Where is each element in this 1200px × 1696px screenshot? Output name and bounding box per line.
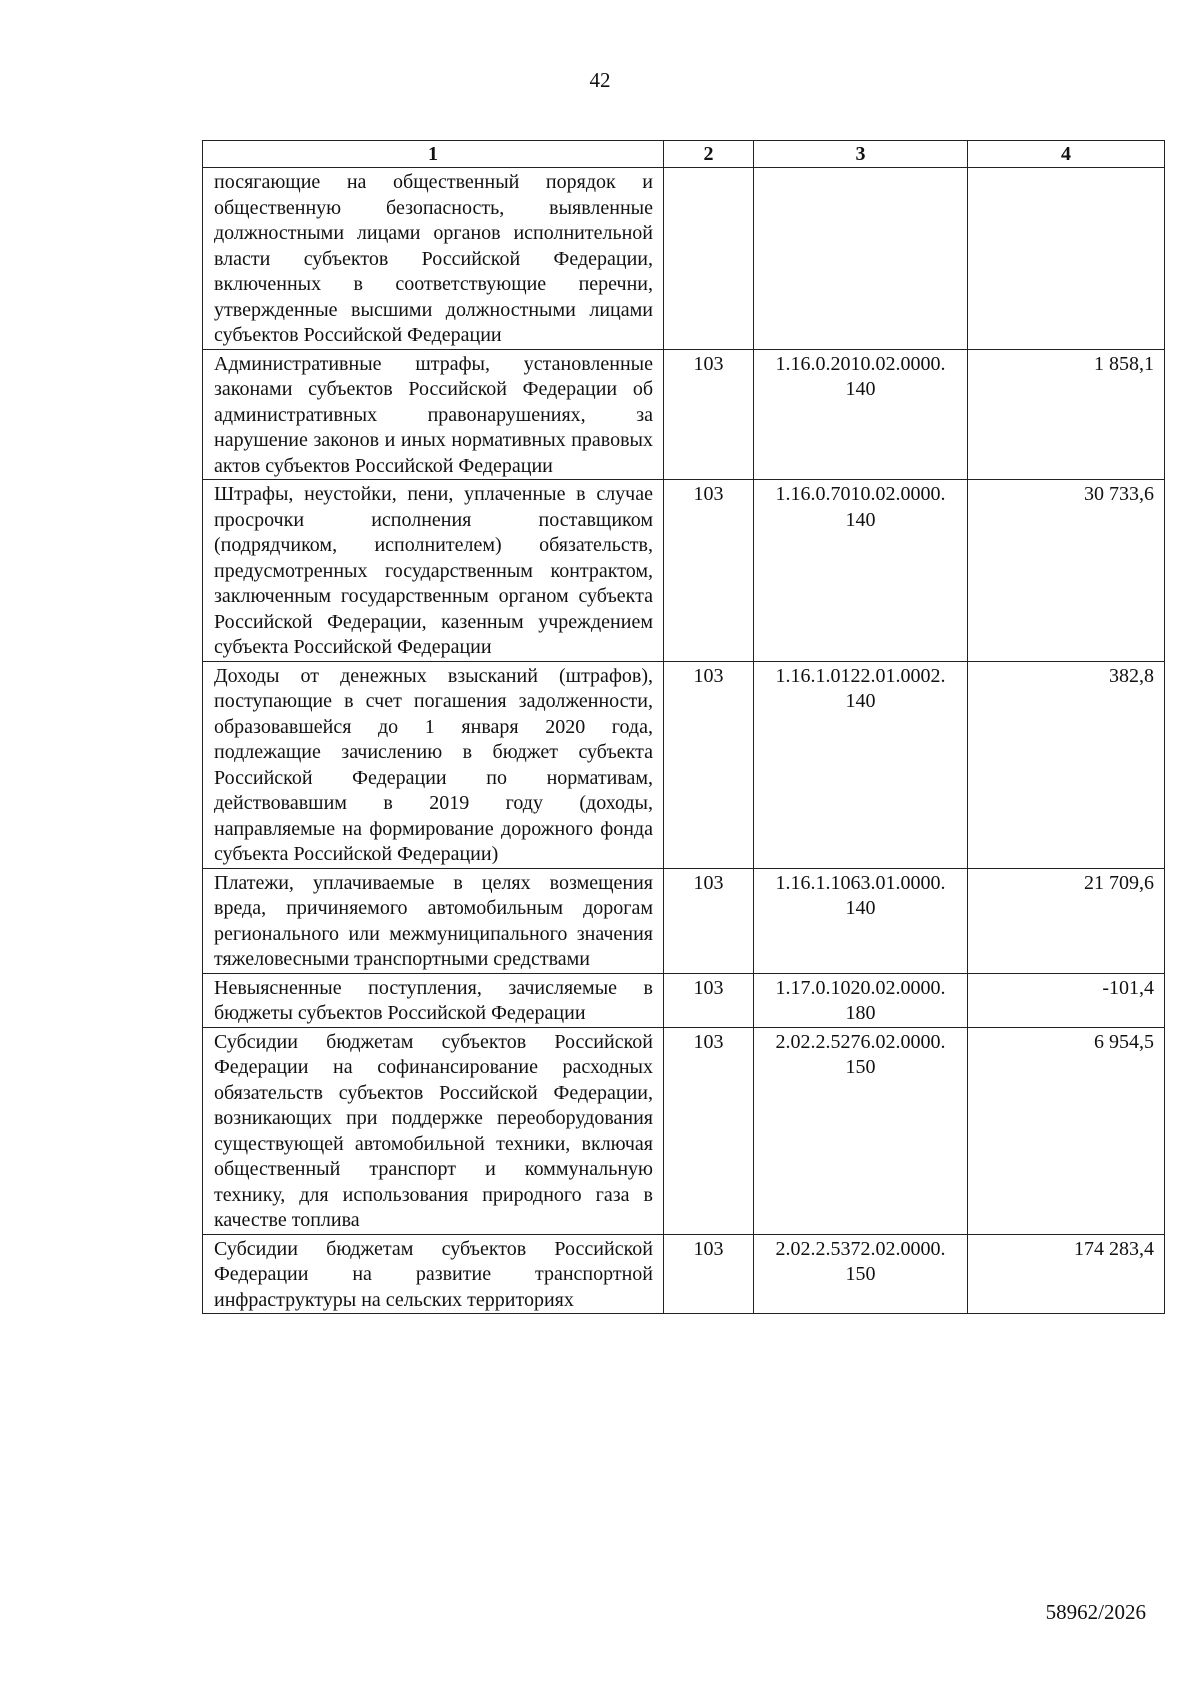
row-amount: 30 733,6 [968,480,1165,662]
table-row [203,168,1165,350]
document-number: 58962/2026 [1045,1600,1146,1624]
row-description: Доходы от денежных взысканий (штрафов), поступающие в счет погашения задолженности, образовавшейся до 1 января 2020 года, подлежащие зачислению в бюджет субъекта Российской Федерации по нормативам, действовавшим в 2019 году (доходы, направляемые на формирование дорожного фонда субъекта Российской Федерации) [203,661,664,868]
row-column-2: 103 [664,1027,754,1234]
row-budget-code: 1.16.1.0122.01.0002. 140 [754,661,968,868]
row-budget-code: 1.16.0.2010.02.0000. 140 [754,349,968,480]
table-header-row [203,141,1165,168]
page-number: 42 [589,68,611,92]
row-column-2: 103 [664,1234,754,1314]
column-header-1: 1 [203,141,664,168]
row-budget-code: 1.16.0.7010.02.0000. 140 [754,480,968,662]
row-column-2: 103 [664,349,754,480]
row-budget-code: 2.02.2.5372.02.0000. 150 [754,1234,968,1314]
row-description: Платежи, уплачиваемые в целях возмещения вреда, причиняемого автомобильным дорогам регионального или межмуниципального значения тяжеловесными транспортными средствами [203,868,664,973]
column-header-2: 2 [664,141,754,168]
row-amount: 1 858,1 [968,349,1165,480]
table-row [203,1027,1165,1234]
row-amount: 382,8 [968,661,1165,868]
row-column-2: 103 [664,973,754,1027]
row-column-2 [664,168,754,350]
row-amount: 174 283,4 [968,1234,1165,1314]
row-column-2: 103 [664,480,754,662]
row-description: Штрафы, неустойки, пени, уплаченные в случае просрочки исполнения поставщиком (подрядчиком, исполнителем) обязательств, предусмотренных государственным контрактом, заключенным государственным органом субъекта Российской Федерации, казенным учреждением субъекта Российской Федерации [203,480,664,662]
table-row [203,1234,1165,1314]
row-description: посягающие на общественный порядок и общественную безопасность, выявленные должностными лицами органов исполнительной власти субъектов Российской Федерации, включенных в соответствующие перечни, утвержденные высшими должностными лицами субъектов Российской Федерации [203,168,664,350]
row-budget-code: 1.16.1.1063.01.0000. 140 [754,868,968,973]
row-column-2: 103 [664,868,754,973]
row-amount: 21 709,6 [968,868,1165,973]
row-description: Субсидии бюджетам субъектов Российской Федерации на софинансирование расходных обязательств субъектов Российской Федерации, возникающих при поддержке переоборудования существующей автомобильной техники, включая общественный транспорт и коммунальную технику, для использования природного газа в качестве топлива [203,1027,664,1234]
budget-revenue-table [202,140,1165,1314]
row-budget-code: 1.17.0.1020.02.0000. 180 [754,973,968,1027]
table-row [203,349,1165,480]
table-row [203,868,1165,973]
row-description: Административные штрафы, установленные законами субъектов Российской Федерации об административных правонарушениях, за нарушение законов и иных нормативных правовых актов субъектов Российской Федерации [203,349,664,480]
table-row [203,661,1165,868]
row-amount: 6 954,5 [968,1027,1165,1234]
row-column-2: 103 [664,661,754,868]
column-header-4: 4 [968,141,1165,168]
row-budget-code [754,168,968,350]
column-header-3: 3 [754,141,968,168]
table-row [203,480,1165,662]
table-row [203,973,1165,1027]
row-description: Субсидии бюджетам субъектов Российской Федерации на развитие транспортной инфраструктуры на сельских территориях [203,1234,664,1314]
row-description: Невыясненные поступления, зачисляемые в бюджеты субъектов Российской Федерации [203,973,664,1027]
row-amount: -101,4 [968,973,1165,1027]
row-amount [968,168,1165,350]
row-budget-code: 2.02.2.5276.02.0000. 150 [754,1027,968,1234]
